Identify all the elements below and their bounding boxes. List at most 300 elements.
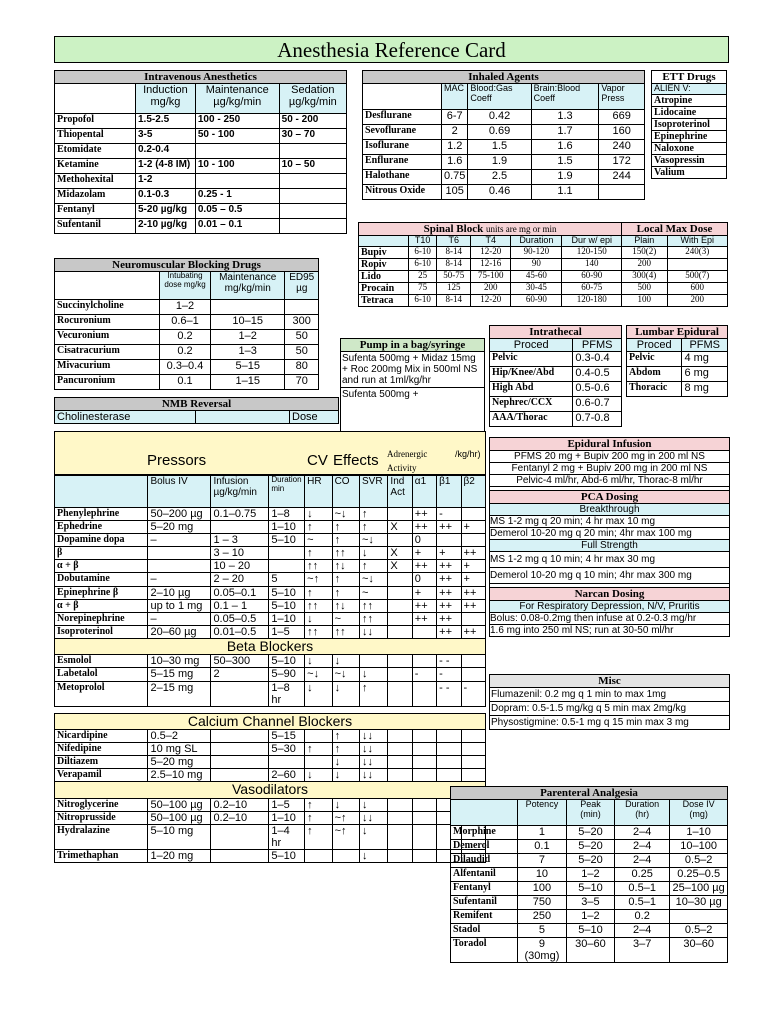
nmb-drug-name: Succinylcholine [55,300,160,315]
pressors-row [55,560,486,573]
narcan-l1: Bolus: 0.08-0.2mg then infuse at 0.2-0.3 mg/hr [490,613,729,625]
spinal-col-t4: T4 [471,236,511,247]
inhaled-cell: 6-7 [442,110,468,125]
pressors-cell: 0 [412,573,436,586]
inhaled-row [363,110,645,125]
spinal-cell: 120-150 [562,246,622,258]
inhaled-cell: 105 [442,185,468,200]
nmb-cell: 1–2 [160,300,211,315]
pressors-table [54,475,486,863]
iv-col-maintenance: Maintenance µg/kg/min [195,84,279,114]
pressors-header [54,431,486,475]
inhaled-cell: 2.5 [468,170,531,185]
iv-cell [279,174,346,189]
inhaled-row [363,185,645,200]
intrathecal-row [490,397,622,412]
pca-heading: PCA Dosing [490,490,729,504]
paren-row [451,924,728,938]
pressors-cell: 0.01–0.5 [211,625,269,638]
pressors-cell: ++ [437,612,461,625]
paren-row [451,868,728,882]
inhaled-row [363,125,645,140]
iv-row [55,129,347,144]
iv-anesthetics-table [54,70,347,234]
inhaled-agents-table [362,70,645,200]
iv-cell: 0.05 – 0.5 [195,204,279,219]
ccb-cell: ↓↓ [359,756,387,769]
iv-cell: 1-2 (4-8 IM) [136,159,196,174]
pressors-cell: ++ [412,599,436,612]
inhaled-col-mac: MAC [442,84,468,110]
inhaled-cell: 172 [599,155,645,170]
beta-heading: Beta Blockers [55,638,486,654]
pressors-row [55,547,486,560]
narcan-l2: 1.6 mg into 250 ml NS; run at 30-50 ml/hr [490,625,674,636]
paren-cell: 10–100 [670,840,728,854]
ett-drugs-table [651,70,727,179]
pressors-cell: ++ [461,586,485,599]
pressors-cell: ↑ [359,508,387,521]
pressors-cell: ++ [437,586,461,599]
pressors-cell: ↑ [359,521,387,534]
inhaled-col-brainblood: Brain:Blood Coeff [531,84,599,110]
beta-cell [461,655,485,668]
beta-cell: ~↓ [332,668,359,681]
iv-cell: 3-5 [136,129,196,144]
pressors-cell: ↓ [305,508,332,521]
paren-cell: 5–20 [566,840,614,854]
pressors-cell: ↓ [359,547,387,560]
paren-col-duration: Duration (hr) [615,800,670,826]
beta-cell: - - [437,655,461,668]
pressors-drug-name: β [55,547,148,560]
nmb-row [55,300,319,315]
pressors-cell: X [388,547,412,560]
iv-cell: 0.2-0.4 [136,144,196,159]
pressors-drug-name: Dobutamine [55,573,148,586]
pressors-cell: ↑↑ [305,625,332,638]
paren-cell: 3–5 [566,896,614,910]
nmb-cell: 1–15 [211,375,285,390]
pump-box [340,338,485,432]
localmax-cell [667,258,727,270]
ccb-cell: 5–20 mg [148,756,211,769]
ccb-cell: ↑ [305,743,332,756]
pressors-cell [388,612,412,625]
intrathecal-cell: 0.3-0.4 [573,352,622,367]
spinal-row [359,246,728,258]
misc-box [489,674,730,730]
pressors-cell [388,573,412,586]
vaso-heading: Vasodilators [55,782,486,798]
localmax-cell: 150(2) [622,246,667,258]
pressors-col-bolus: Bolus IV [148,476,211,508]
pressors-row [55,573,486,586]
pca-full: Full Strength [490,540,729,552]
intrathecal-cell: 0.4-0.5 [573,367,622,382]
ccb-cell: ↑ [332,730,359,743]
spinal-cell: 12-20 [471,294,511,306]
ett-drug: Atropine [652,94,727,106]
iv-col-sedation: Sedation µg/kg/min [279,84,346,114]
nmb-cell: 50 [285,345,319,360]
pressors-cell: ↑↑ [305,560,332,573]
beta-cell [412,655,436,668]
parenteral-table [450,786,728,963]
epidural-line-2: Fentanyl 2 mg + Bupiv 200 mg in 200 ml NS [490,463,729,475]
nmb-cell [211,300,285,315]
iv-drug-name: Midazolam [55,189,136,204]
paren-cell: 2–4 [615,840,670,854]
paren-drug-name: Alfentanil [451,868,518,882]
iv-cell: 0.01 – 0.1 [195,219,279,234]
spinal-cell: 8-14 [437,258,471,270]
iv-cell [195,144,279,159]
spinal-cell: 60-90 [511,294,562,306]
inhaled-drug-name: Nitrous Oxide [363,185,442,200]
ccb-row [55,769,486,782]
ett-drug: Vasopressin [652,154,727,166]
spinal-heading-cell [359,223,622,236]
iv-cell: 50 - 200 [279,114,346,129]
localmax-col-epi: With Epi [667,236,727,247]
pressors-row [55,612,486,625]
spinal-cell: 75-100 [471,270,511,282]
pressors-cell: ++ [461,599,485,612]
vaso-cell [211,825,269,850]
pressors-cell [388,599,412,612]
pressors-cell: ↑ [305,547,332,560]
nmb-table [54,258,319,390]
paren-cell: 5 [518,924,567,938]
localmax-cell: 500 [622,282,667,294]
pressors-cell: 3 – 10 [211,547,269,560]
misc-heading: Misc [490,675,729,688]
lumbar-drug-name: Abdom [627,367,682,382]
beta-cell [461,668,485,681]
intrathecal-drug-name: Hip/Knee/Abd [490,367,573,382]
vaso-cell: ↓ [359,798,387,811]
paren-cell: 0.5–1 [615,882,670,896]
lumbar-cell: 4 mg [682,352,728,367]
pressors-col-co: CO [332,476,359,508]
pressors-cell: ~ [359,586,387,599]
page-title: Anesthesia Reference Card [54,36,729,63]
paren-drug-name: Stadol [451,924,518,938]
iv-row [55,159,347,174]
intrathecal-row [490,382,622,397]
reversal-dose: Dose [290,411,339,424]
intrathecal-drug-name: AAA/Thorac [490,412,573,427]
vaso-cell: 5–10 mg [148,825,211,850]
ccb-cell: ↓ [332,769,359,782]
nmb-drug-name: Mivacurium [55,360,160,375]
beta-cell [388,668,412,681]
ccb-cell [211,756,269,769]
nmb-col-ed95: ED95 µg [285,272,319,300]
beta-cell [412,681,436,706]
paren-drug-name: Fentanyl [451,882,518,896]
iv-row [55,144,347,159]
pressors-cell: 10 – 20 [211,560,269,573]
beta-cell: 50–300 [211,655,269,668]
nmb-col-maintenance: Maintenance mg/kg/min [211,272,285,300]
vaso-cell: ~↑ [332,825,359,850]
pressors-cell: 0 [412,534,436,547]
ccb-drug-name: Diltiazem [55,756,148,769]
pressors-cell [148,547,211,560]
inhaled-cell: 1.9 [468,155,531,170]
ccb-row [55,730,486,743]
iv-cell [279,189,346,204]
beta-drug-name: Metoprolol [55,681,148,706]
pressors-cell: ~ [305,534,332,547]
pressors-drug-name: α + β [55,560,148,573]
beta-cell: 5–15 mg [148,668,211,681]
pressors-drug-name: Ephedrine [55,521,148,534]
nmb-drug-name: Pancuronium [55,375,160,390]
pressors-cell [461,534,485,547]
beta-row [55,655,486,668]
inhaled-cell: 0.46 [468,185,531,200]
nmb-cell: 0.2 [160,330,211,345]
pressors-drug-name: Norepinephrine [55,612,148,625]
spinal-cell: 90 [511,258,562,270]
pressors-cell: + [461,521,485,534]
pressors-cell: 1–5 [269,625,305,638]
ccb-row [55,756,486,769]
inhaled-cell: 1.6 [531,140,599,155]
cv-label: CV [307,452,328,469]
reversal-cholinesterase: Cholinesterase [55,411,196,424]
nmb-cell [285,300,319,315]
spinal-cell: 75 [409,282,437,294]
beta-cell [359,655,387,668]
misc-line-2: Dopram: 0.5-1.5 mg/kg q 5 min max 2mg/kg [490,702,729,716]
pressors-cell: – [148,534,211,547]
inhaled-drug-name: Sevoflurane [363,125,442,140]
pressors-cell: 0.1–0.75 [211,508,269,521]
pressors-row [55,586,486,599]
spinal-col-t6: T6 [437,236,471,247]
ett-drug: Naloxone [652,142,727,154]
misc-line-1: Flumazenil: 0.2 mg q 1 min to max 1mg [490,688,729,702]
iv-cell: 10 – 50 [279,159,346,174]
pca-breakthrough: Breakthrough [490,504,729,516]
nmb-row [55,315,319,330]
nmb-row [55,330,319,345]
pressors-cell: ↑ [332,534,359,547]
pressors-cell [461,612,485,625]
spinal-heading: Spinal Block [423,223,484,235]
ccb-cell: ↓ [332,756,359,769]
nmb-cell: 10–15 [211,315,285,330]
beta-cell: 1–8 hr [269,681,305,706]
pressors-cell: 0.1 – 1 [211,599,269,612]
inhaled-drug-name: Halothane [363,170,442,185]
spinal-cell: 8-14 [437,246,471,258]
nmb-cell: 5–15 [211,360,285,375]
pressors-cell [388,534,412,547]
beta-cell [211,681,269,706]
spinal-row [359,282,728,294]
iv-cell [195,174,279,189]
pressors-cell: 1–10 [269,612,305,625]
pressors-cell: – [148,612,211,625]
beta-cell: 10–30 mg [148,655,211,668]
paren-heading: Parenteral Analgesia [451,787,728,800]
paren-col-dose: Dose IV (mg) [670,800,728,826]
paren-cell: 0.25–0.5 [670,868,728,882]
ett-drug: Isoproterinol [652,118,727,130]
pressors-cell: ++ [437,625,461,638]
pressors-col-indact: Ind Act [388,476,412,508]
iv-cell [279,144,346,159]
epidural-line-1: PFMS 20 mg + Bupiv 200 mg in 200 ml NS [490,451,729,463]
inhaled-cell: 1.9 [531,170,599,185]
vaso-row [55,811,486,824]
localmax-cell: 200 [622,258,667,270]
pressors-row [55,521,486,534]
intrathecal-drug-name: Pelvic [490,352,573,367]
intrathecal-row [490,412,622,427]
nmb-cell: 0.3–0.4 [160,360,211,375]
lumbar-cell: 8 mg [682,382,728,397]
ccb-cell [211,743,269,756]
intrathecal-table [489,325,622,427]
pressors-cell: ++ [437,573,461,586]
pressors-cell: ~↓ [359,534,387,547]
iv-row [55,204,347,219]
paren-row [451,854,728,868]
paren-cell: 5–10 [566,882,614,896]
iv-row [55,189,347,204]
pca-b1: MS 1-2 mg q 20 min; 4 hr max 10 mg [490,516,729,528]
ccb-cell: 0.5–2 [148,730,211,743]
beta-cell: ↓ [305,681,332,706]
paren-cell: 0.5–1 [615,896,670,910]
narcan-heading: Narcan Dosing [490,587,729,601]
ccb-cell: ↓ [305,769,332,782]
pressors-cell [388,508,412,521]
inhaled-cell: 1.7 [531,125,599,140]
iv-row [55,114,347,129]
intrathecal-cell: 0.5-0.6 [573,382,622,397]
pressors-cell: 5–20 mg [148,521,211,534]
inhaled-cell: 0.42 [468,110,531,125]
pressors-cell: 0.05–0.5 [211,612,269,625]
spinal-drug-name: Lido [359,270,409,282]
inhaled-cell: 240 [599,140,645,155]
ccb-row [55,743,486,756]
pressors-cell: 1 – 3 [211,534,269,547]
lumbar-drug-name: Pelvic [627,352,682,367]
iv-cell: 30 – 70 [279,129,346,144]
paren-cell [670,910,728,924]
lumbar-drug-name: Thoracic [627,382,682,397]
paren-cell: 10 [518,868,567,882]
pressors-cell: ↑↑ [332,547,359,560]
ett-drug: Lidocaine [652,106,727,118]
spinal-cell: 120-180 [562,294,622,306]
lumbar-row [627,352,728,367]
paren-cell: 0.5–2 [670,924,728,938]
pressors-row [55,534,486,547]
inhaled-cell: 1.2 [442,140,468,155]
intrathecal-heading: Intrathecal [490,326,622,339]
pressors-cell: up to 1 mg [148,599,211,612]
intrathecal-row [490,367,622,382]
spinal-cell: 8-14 [437,294,471,306]
beta-row [55,681,486,706]
ccb-cell: ↑ [332,743,359,756]
pressors-cell: 5–10 [269,599,305,612]
inhaled-drug-name: Enflurane [363,155,442,170]
spinal-cell: 90-120 [511,246,562,258]
nmb-cell: 0.2 [160,345,211,360]
pressors-cell: 50–200 µg [148,508,211,521]
beta-cell: ↓ [359,668,387,681]
beta-cell: ~↓ [305,668,332,681]
inhaled-cell: 1.1 [531,185,599,200]
inhaled-heading: Inhaled Agents [363,71,645,84]
paren-cell: 2–4 [615,854,670,868]
pressors-cell: + [412,547,436,560]
spinal-cell: 25 [409,270,437,282]
pressors-cell: + [461,573,485,586]
nmb-drug-name: Cisatracurium [55,345,160,360]
beta-cell: ↓ [305,655,332,668]
vaso-cell: ~↑ [332,811,359,824]
iv-cell [279,219,346,234]
inhaled-cell: 0.75 [442,170,468,185]
ccb-cell: 5–30 [269,743,305,756]
iv-col-induction: Induction mg/kg [136,84,196,114]
pressors-drug-name: α + β [55,599,148,612]
inhaled-cell: 1.5 [468,140,531,155]
paren-cell: 0.25 [615,868,670,882]
iv-cell: 50 - 100 [195,129,279,144]
beta-cell: ↓ [332,655,359,668]
ccb-cell [211,730,269,743]
paren-row [451,826,728,840]
beta-cell: 5–90 [269,668,305,681]
narcan-sub: For Respiratory Depression, N/V, Pruritis [490,601,729,613]
spinal-cell: 140 [562,258,622,270]
iv-cell: 5-20 µg/kg [136,204,196,219]
spinal-cell: 30-45 [511,282,562,294]
pressors-cell: ↑↓ [332,560,359,573]
pressors-cell [388,625,412,638]
epidural-heading: Epidural Infusion [490,438,729,451]
intrathecal-col-proced: Proced [490,339,573,352]
beta-cell: - - [437,681,461,706]
lumbar-row [627,367,728,382]
pressors-cell: – [148,573,211,586]
iv-drug-name: Methohexital [55,174,136,189]
vaso-cell: 1–5 [269,798,305,811]
pressors-cell [461,508,485,521]
spinal-row [359,258,728,270]
iv-drug-name: Etomidate [55,144,136,159]
spinal-block-table [358,222,728,307]
paren-cell: 1 [518,826,567,840]
adrenergic-label: Adrenergic [387,449,428,459]
pressors-cell: + [437,547,461,560]
pressors-cell: 0.05–0.1 [211,586,269,599]
paren-row [451,938,728,963]
paren-cell: 1–10 [670,826,728,840]
